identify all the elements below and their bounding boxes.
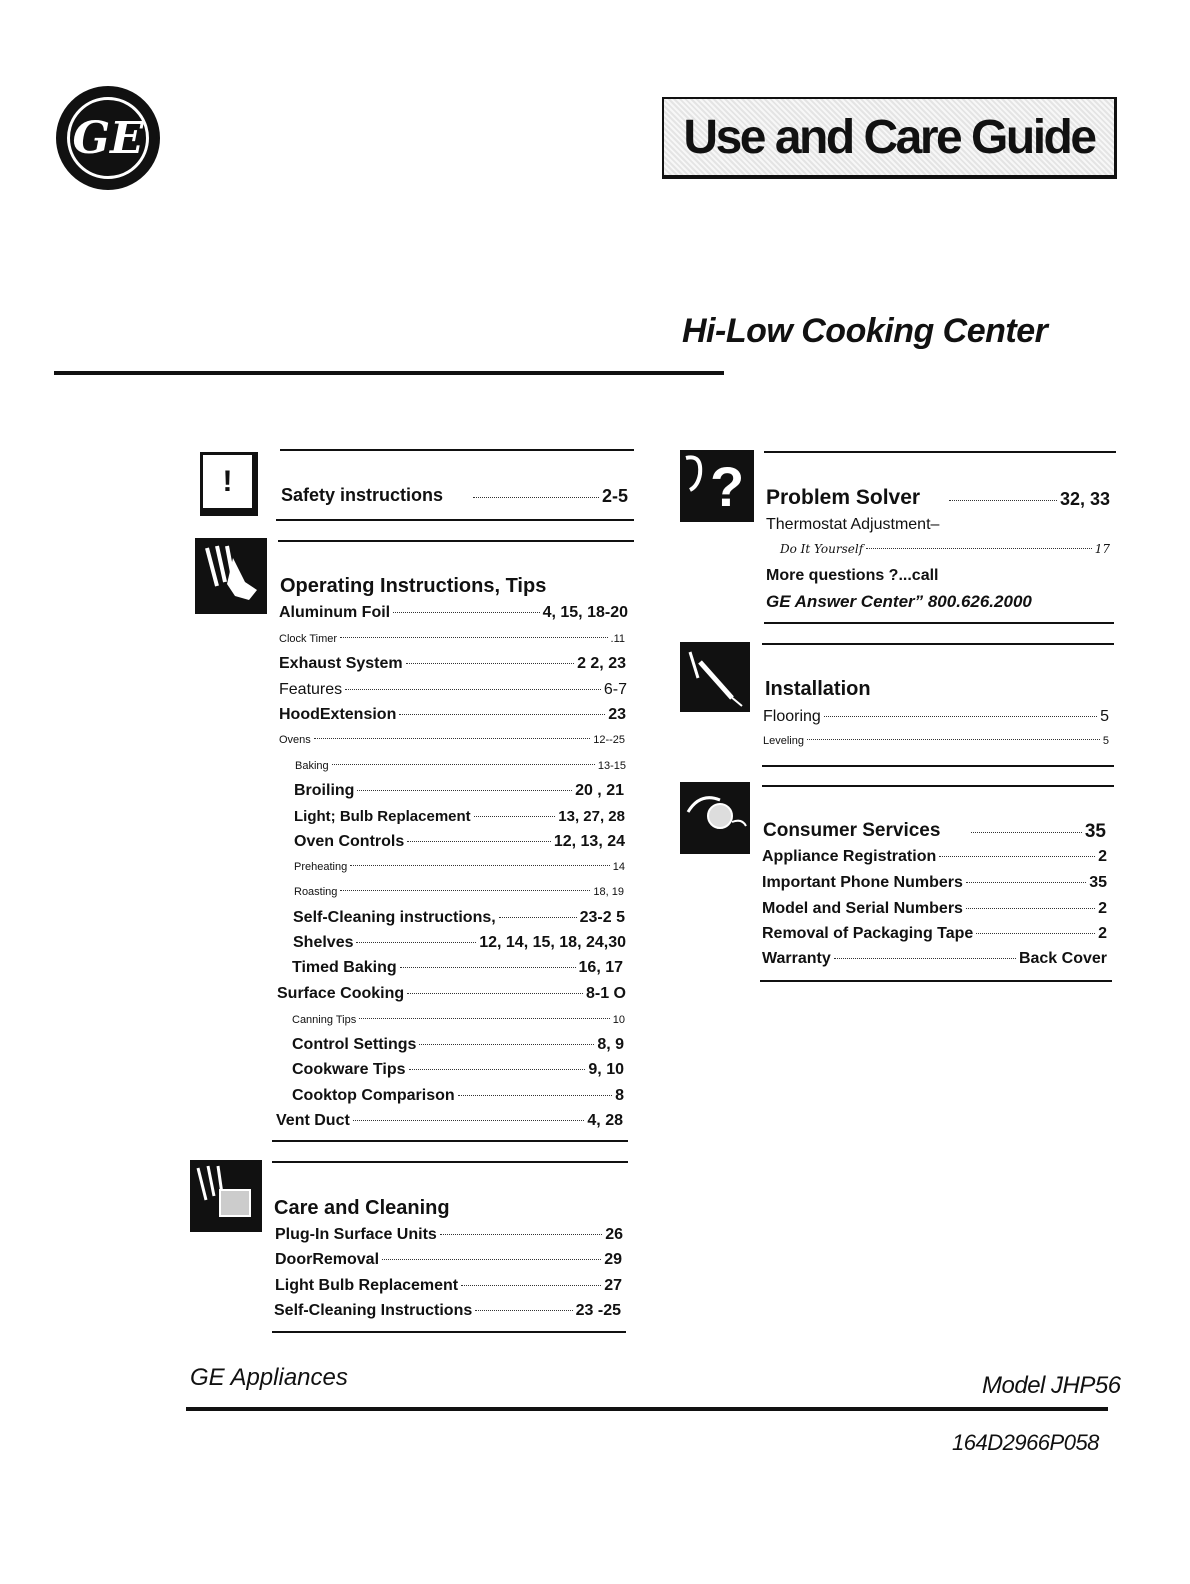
toc-row: [763, 708, 1109, 726]
leader-dots: [966, 882, 1086, 883]
phone-icon: [680, 782, 750, 854]
consumer-pages: 35: [1084, 821, 1106, 842]
leader-dots: [357, 790, 572, 791]
installation-bottom-rule: [762, 765, 1114, 767]
toc-pages: 2: [1098, 848, 1107, 865]
toc-pages: 27: [604, 1277, 622, 1294]
leader-dots: [393, 612, 539, 613]
toc-row: [279, 633, 625, 645]
toc-pages: 8-1 O: [585, 985, 626, 1002]
toc-pages: 6-7: [603, 681, 627, 698]
toc-row: [293, 909, 625, 927]
toc-pages: Back Cover: [1018, 950, 1107, 967]
toc-pages: 8: [615, 1087, 624, 1104]
consumer-bottom-rule: [760, 980, 1112, 982]
leader-dots: [407, 993, 583, 994]
care-top-rule: [272, 1161, 628, 1163]
problem-bottom-rule: [764, 622, 1114, 624]
leader-dots: [458, 1095, 612, 1096]
leader-dots: [866, 548, 1092, 549]
toc-pages: 13, 27, 28: [558, 808, 625, 825]
toc-pages: 35: [1089, 874, 1107, 891]
consumer-top-rule: [762, 785, 1114, 787]
safety-top-rule: [280, 449, 634, 451]
leader-dots: [461, 1285, 601, 1286]
leader-dots: [976, 933, 1095, 934]
operating-bottom-rule: [272, 1140, 628, 1142]
toc-pages: 8, 9: [597, 1036, 624, 1053]
toc-label: Vent Duct: [276, 1112, 350, 1129]
toc-pages: 2: [1098, 900, 1107, 917]
toc-label: Aluminum Foil: [279, 604, 391, 621]
toc-pages: 13-15: [597, 760, 626, 772]
toc-pages: 20 , 21: [575, 782, 624, 799]
toc-row: [294, 861, 625, 873]
diy-pages: 17: [1094, 542, 1110, 556]
leader-dots: [824, 716, 1097, 717]
care-bottom-rule: [272, 1331, 626, 1333]
toc-label: Cooktop Comparison: [292, 1087, 455, 1104]
toc-row: [294, 782, 624, 800]
toc-row: [292, 1087, 624, 1105]
leader-dots: [807, 739, 1100, 740]
toc-row: [762, 848, 1107, 866]
hand-pointing-icon: [195, 538, 267, 614]
toc-pages: 26: [605, 1226, 623, 1243]
toc-row: [292, 959, 623, 977]
diy-row: [780, 542, 1110, 556]
toc-label: Canning Tips: [292, 1014, 357, 1026]
toc-row: [292, 1014, 625, 1026]
leader-dots: [966, 908, 1095, 909]
toc-pages: 23-2 5: [579, 909, 625, 926]
toc-row: [276, 1112, 623, 1130]
svg-text:?: ?: [710, 455, 745, 518]
toc-pages: 12, 13, 24: [553, 833, 625, 850]
problem-title: Problem Solver: [766, 486, 921, 509]
header-rule: [54, 371, 724, 375]
leader-dots: [419, 1044, 594, 1045]
leader-dots: [473, 497, 599, 498]
toc-pages: 4, 15, 18-20: [542, 604, 628, 621]
toc-row: [275, 1226, 623, 1244]
toc-pages: 18, 19: [593, 886, 624, 898]
guide-title-box: [662, 97, 1117, 179]
exclamation-icon: !: [200, 452, 258, 516]
toc-label: Appliance Registration: [762, 848, 937, 865]
safety-pages: 2-5: [601, 486, 628, 506]
toc-row: [763, 735, 1109, 747]
toc-label: Features: [279, 681, 343, 698]
toc-label: Clock Timer: [279, 633, 338, 645]
toc-label: Roasting: [294, 886, 338, 898]
footer-brand: GE Appliances: [190, 1364, 348, 1391]
toc-row: [274, 1302, 621, 1320]
leader-dots: [332, 764, 595, 765]
safety-bottom-rule: [276, 519, 634, 521]
leader-dots: [440, 1234, 602, 1235]
more-questions: More questions ?...call: [766, 567, 939, 584]
leader-dots: [356, 942, 476, 943]
toc-row: [279, 655, 626, 673]
toc-label: Oven Controls: [294, 833, 405, 850]
toc-label: Important Phone Numbers: [762, 874, 963, 891]
product-name: Hi-Low Cooking Center: [682, 312, 1048, 350]
toc-row: [762, 900, 1107, 918]
toc-pages: 12--25: [593, 734, 625, 746]
toc-row: [293, 934, 626, 952]
toc-label: Removal of Packaging Tape: [762, 925, 974, 942]
leader-dots: [399, 714, 605, 715]
leader-dots: [406, 663, 574, 664]
toc-row: [292, 1061, 624, 1079]
leader-dots: [407, 841, 551, 842]
installation-top-rule: [762, 643, 1114, 645]
toc-label: Self-Cleaning Instructions: [274, 1302, 473, 1319]
toc-pages: 9, 10: [588, 1061, 624, 1078]
toc-label: Ovens: [279, 734, 311, 746]
toc-label: Plug-In Surface Units: [275, 1226, 437, 1243]
toc-pages: 14: [612, 861, 625, 873]
toc-pages: 29: [604, 1251, 622, 1268]
toc-label: Baking: [295, 760, 329, 772]
toc-pages: 23 -25: [575, 1302, 621, 1319]
ge-answer-center: GE Answer Center” 800.626.2000: [766, 592, 1032, 611]
footer-rule: [186, 1407, 1108, 1411]
care-title: Care and Cleaning: [274, 1197, 450, 1219]
operating-top-rule: [278, 540, 634, 542]
leader-dots: [939, 856, 1095, 857]
toc-row: [762, 950, 1107, 968]
leader-dots: [314, 738, 590, 739]
toc-label: Timed Baking: [292, 959, 397, 976]
toc-label: HoodExtension: [279, 706, 397, 723]
guide-title: Use and Care Guide: [683, 110, 1095, 164]
toc-row: [279, 681, 627, 699]
leader-dots: [474, 816, 556, 817]
ge-logo: [56, 86, 160, 190]
safety-pages-row: [470, 486, 628, 507]
toc-row: [275, 1251, 622, 1269]
toc-label: Exhaust System: [279, 655, 403, 672]
problem-top-rule: [764, 451, 1116, 453]
toc-pages: 12, 14, 15, 18, 24,30: [479, 934, 626, 951]
safety-title: Safety instructions: [281, 485, 444, 505]
leader-dots: [475, 1310, 572, 1311]
thermostat-adjustment: Thermostat Adjustment–: [766, 516, 940, 533]
leader-dots: [382, 1259, 601, 1260]
toc-pages: .11: [610, 633, 625, 645]
problem-pages: 32, 33: [1059, 489, 1110, 509]
operating-title: Operating Instructions, Tips: [280, 575, 547, 597]
toc-label: Control Settings: [292, 1036, 417, 1053]
toc-pages: 5: [1100, 708, 1109, 725]
toc-pages: 10: [612, 1014, 625, 1026]
toc-pages: 5: [1102, 735, 1109, 747]
toc-label: Warranty: [762, 950, 831, 967]
toc-row: [762, 874, 1107, 892]
toc-label: Flooring: [763, 708, 821, 725]
toc-row: [295, 760, 626, 772]
toc-pages: 23: [608, 706, 626, 723]
leader-dots: [345, 689, 601, 690]
leader-dots: [971, 832, 1082, 833]
toc-row: [294, 886, 624, 898]
leader-dots: [353, 1120, 585, 1121]
toc-label: Leveling: [763, 735, 804, 747]
toc-pages: 2 2, 23: [577, 655, 626, 672]
toc-row: [294, 808, 625, 825]
toc-pages: 2: [1098, 925, 1107, 942]
leader-dots: [400, 967, 576, 968]
toc-label: Self-Cleaning instructions,: [293, 909, 496, 926]
toc-label: Light; Bulb Replacement: [294, 808, 471, 825]
leader-dots: [499, 917, 577, 918]
leader-dots: [340, 890, 590, 891]
toc-label: DoorRemoval: [275, 1251, 380, 1268]
toc-label: Shelves: [293, 934, 354, 951]
problem-pages-row: [946, 489, 1110, 510]
consumer-title: Consumer Services: [763, 820, 941, 841]
toc-pages: 16, 17: [578, 959, 623, 976]
toc-row: [279, 706, 626, 724]
leader-dots: [359, 1018, 610, 1019]
ge-logo-monogram: GE: [72, 112, 144, 164]
toc-label: Surface Cooking: [277, 985, 405, 1002]
footer-part-number: 164D2966P058: [952, 1430, 1099, 1455]
toc-label: Model and Serial Numbers: [762, 900, 963, 917]
leader-dots: [340, 637, 607, 638]
leader-dots: [350, 865, 610, 866]
footer-model: Model JHP56: [982, 1372, 1121, 1399]
toc-row: [294, 833, 625, 851]
toc-label: Cookware Tips: [292, 1061, 406, 1078]
leader-dots: [949, 500, 1057, 501]
leader-dots: [409, 1069, 586, 1070]
leader-dots: [834, 958, 1016, 959]
consumer-pages-row: [968, 821, 1106, 843]
question-icon: [680, 450, 754, 522]
toc-row: [762, 925, 1107, 943]
diy-label: Do It Yourself: [780, 542, 864, 556]
toc-label: Light Bulb Replacement: [275, 1277, 459, 1294]
toc-row: [292, 1036, 624, 1054]
toc-row: [275, 1277, 622, 1295]
toc-row: [279, 734, 625, 746]
toc-row: [279, 604, 628, 622]
toc-label: Preheating: [294, 861, 348, 873]
sponge-hand-icon: [190, 1160, 262, 1232]
toc-row: [277, 985, 626, 1003]
screwdriver-icon: [680, 642, 750, 712]
installation-title: Installation: [765, 678, 871, 700]
toc-label: Broiling: [294, 782, 355, 799]
toc-pages: 4, 28: [587, 1112, 623, 1129]
